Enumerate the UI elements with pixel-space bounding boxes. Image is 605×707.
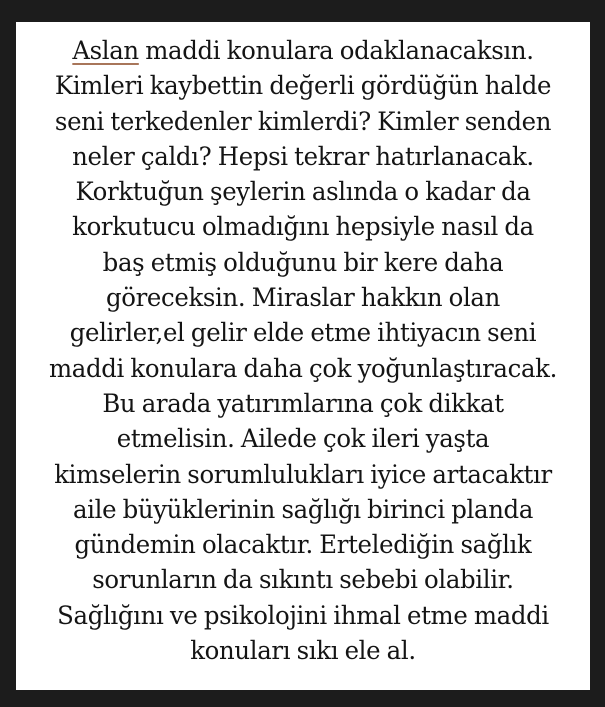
highlighted-word: Aslan [72, 36, 139, 65]
horoscope-text [16, 33, 590, 668]
text-line-1-rest: maddi konulara odaklanacaksın. [138, 36, 534, 65]
text-line-12: etmelisin. Ailede çok ileri yaşta [116, 424, 490, 454]
text-line-7: baş etmiş olduğunu bir kere daha [102, 247, 504, 277]
text-line-11: Bu arada yatırımlarına çok dikkat [102, 388, 504, 418]
text-line-15: gündemin olacaktır. Ertelediğin sağlık [74, 530, 532, 560]
text-line-8: göreceksin. Miraslar hakkın olan [106, 283, 500, 313]
text-line-17: Sağlığını ve psikolojini ihmal etme maddi [57, 600, 549, 630]
text-line-2: Kimleri kaybettin değerli gördüğün halde [54, 71, 552, 101]
text-line-4: neler çaldı? Hepsi tekrar hatırlanacak. [72, 141, 534, 171]
text-line-5: Korktuğun şeylerin aslında o kadar da [75, 177, 531, 207]
text-line-6: korkutucu olmadığını hepsiyle nasıl da [72, 212, 534, 242]
document-page [16, 22, 590, 690]
text-line-18: konuları sıkı ele al. [190, 636, 416, 666]
text-line-16: sorunların da sıkıntı sebebi olabilir. [92, 565, 514, 595]
text-line-14: aile büyüklerinin sağlığı birinci planda [72, 494, 534, 524]
text-line-13: kimselerin sorumlulukları iyice artacaktır [54, 459, 552, 489]
text-line-3: seni terkedenler kimlerdi? Kimler senden [54, 106, 552, 136]
text-line-1 [23, 33, 583, 68]
text-line-9: gelirler,el gelir elde etme ihtiyacın seni [69, 318, 537, 348]
text-line-10: maddi konulara daha çok yoğunlaştıracak. [49, 353, 557, 383]
